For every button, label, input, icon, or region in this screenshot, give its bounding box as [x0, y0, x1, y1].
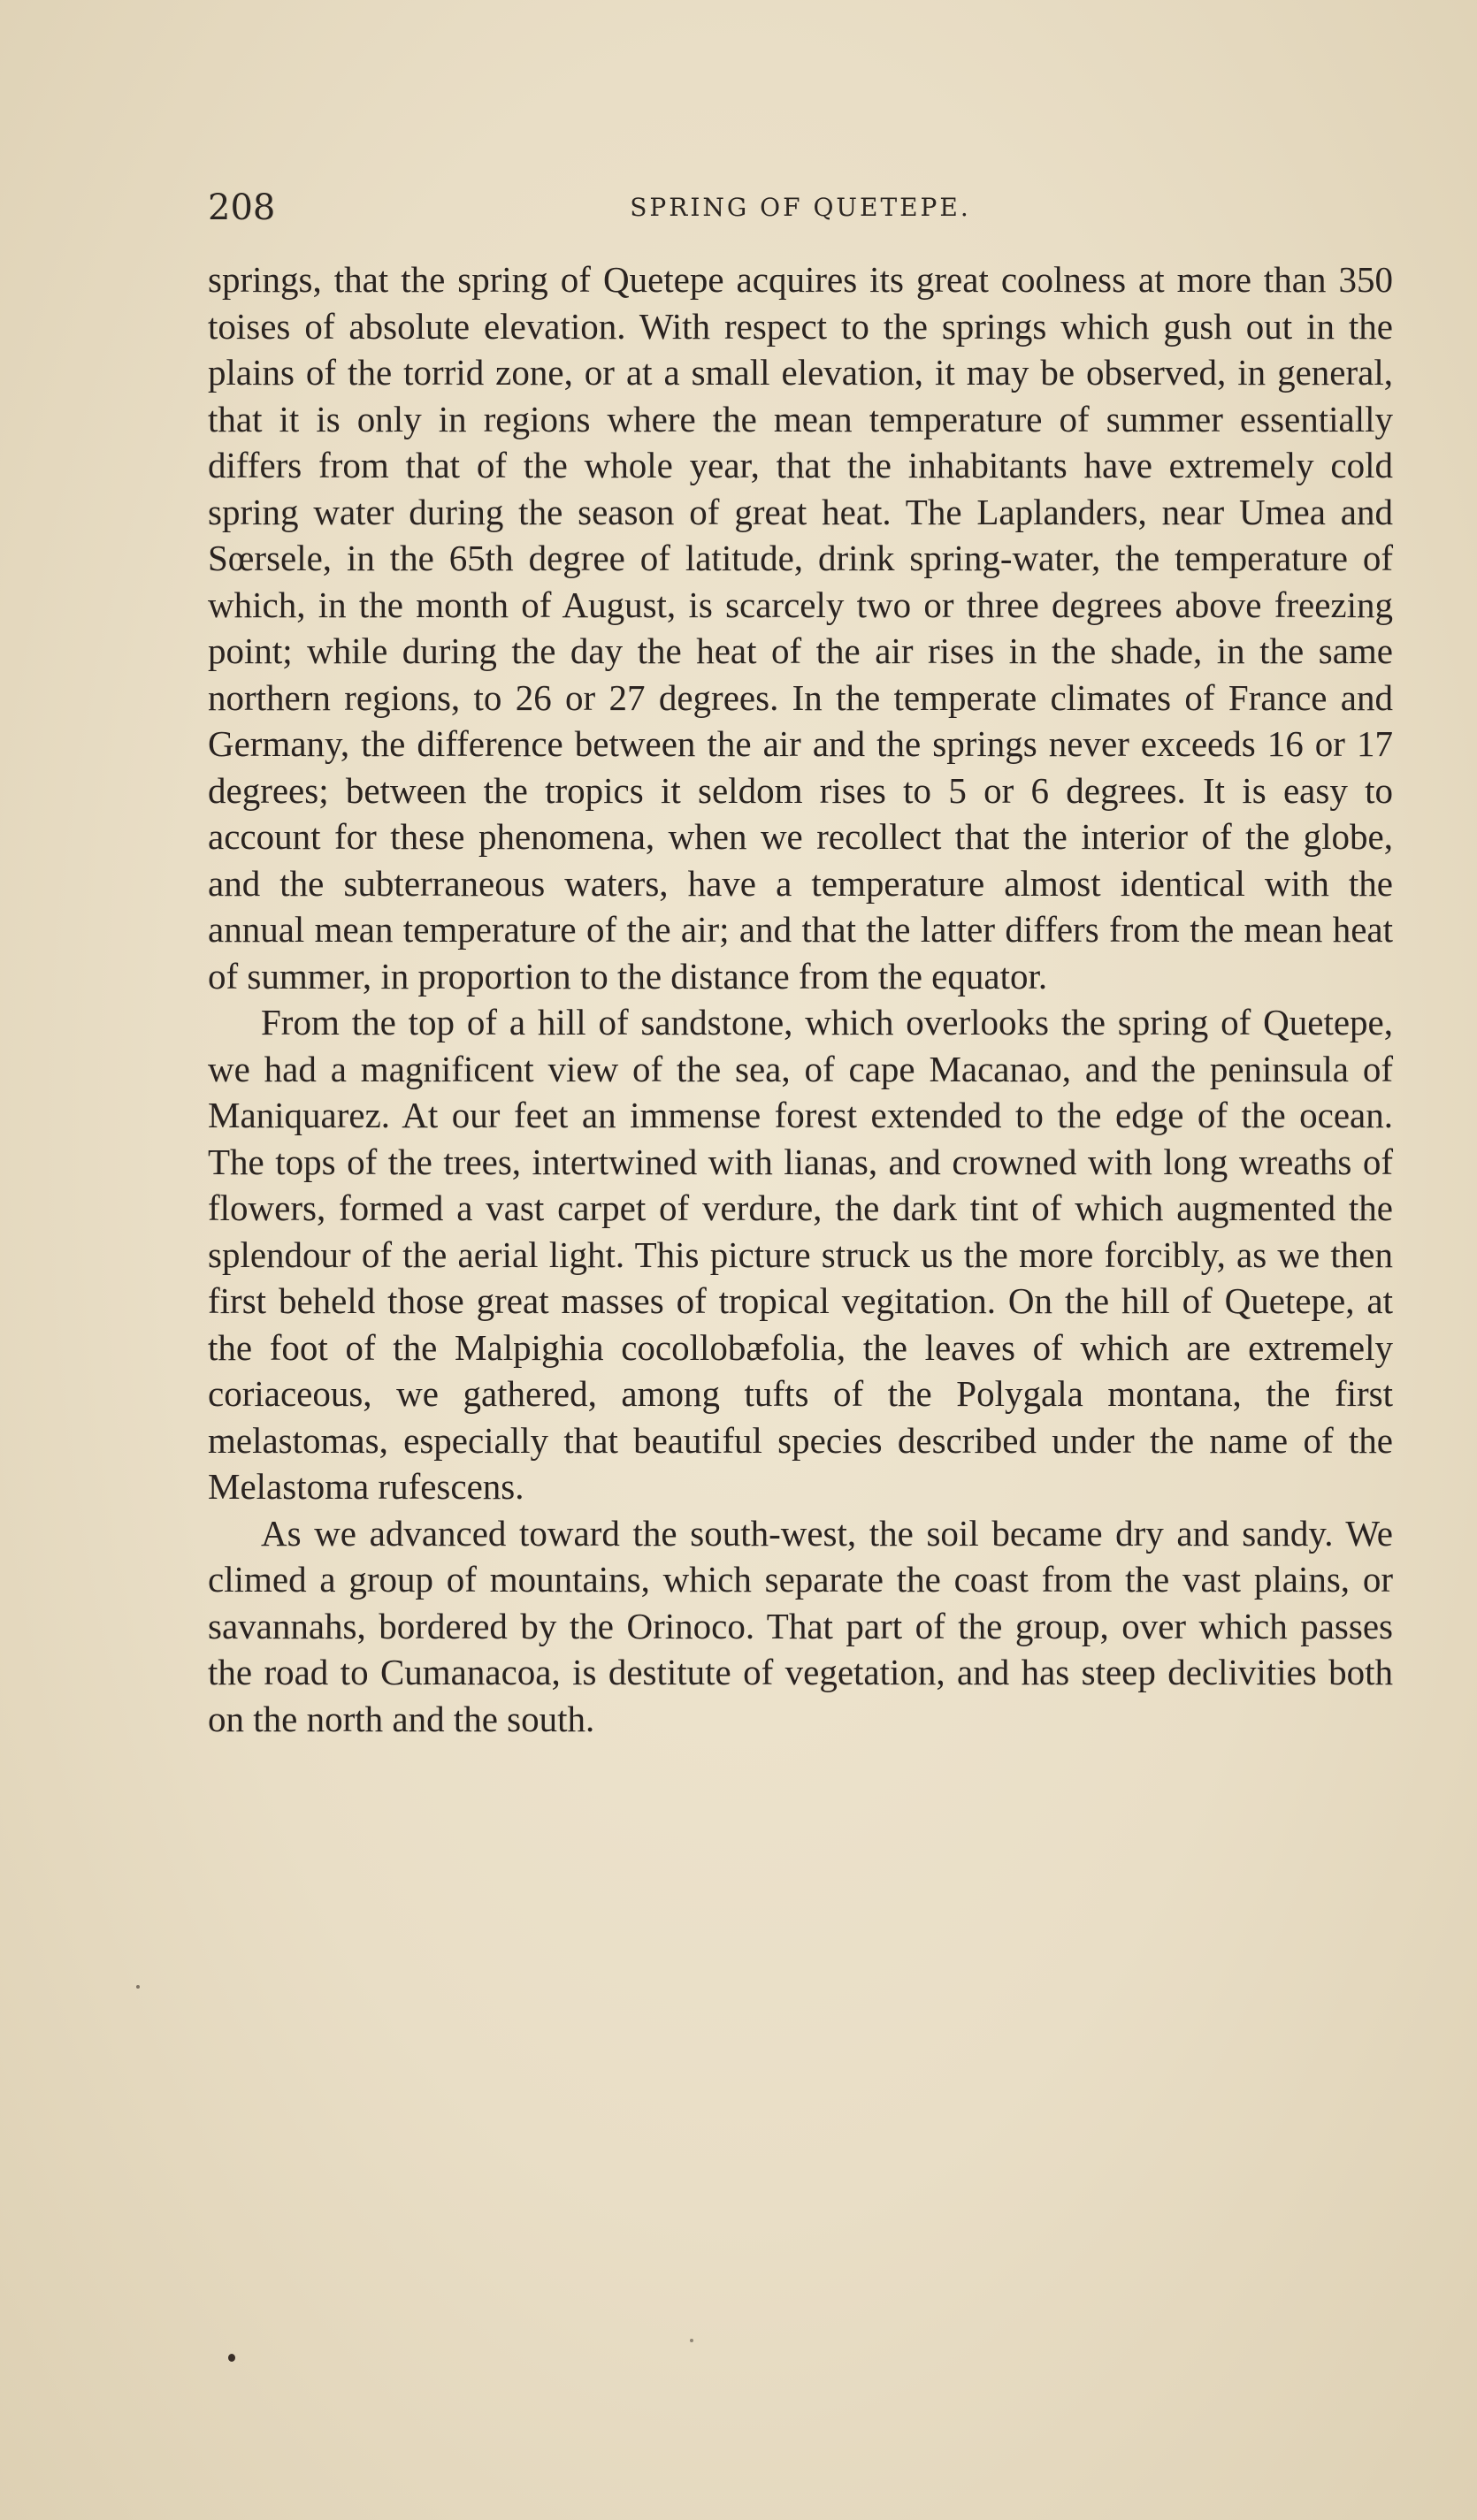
- paragraph-south-west: As we advanced toward the south-west, the soil became dry and sandy. We climed a group of mountains, which separate the coast from the vast plains, or savannahs, bordered by the Orinoco. That part of the group, over which passes the road to Cumanacoa, is destitute of vegetation, and has steep declivities both on the north and the south.: [208, 1512, 1393, 1739]
- body-text: [208, 256, 1393, 1742]
- ink-speck: [136, 1985, 140, 1989]
- running-head: SPRING OF QUETEPE.: [630, 193, 971, 222]
- ink-speck: [690, 2339, 693, 2342]
- page-number: 208: [208, 187, 276, 228]
- paragraph-hill-view: From the top of a hill of sandstone, which overlooks the spring of Quetepe, we had a magnificent view of the sea, of cape Macanao, and the peninsula of Maniquarez. At our feet an immense forest extended to the edge of the ocean. The tops of the trees, intertwined with lianas, and crowned with long wreaths of flowers, formed a vast carpet of verdure, the dark tint of which augmented the splendour of the aerial light. This picture struck us the more forcibly, as we then first beheld those great masses of tropical vegitation. On the hill of Quetepe, at the foot of the Malpighia cocollobæfolia, the leaves of which are extremely coriaceous, we gathered, among tufts of the Polygala montana, the first melastomas, especially that beautiful species described under the name of the Melastoma rufescens.: [208, 1002, 1393, 1507]
- ink-speck: [228, 2354, 235, 2362]
- paragraph-continued: springs, that the spring of Quetepe acquires its great coolness at more than 350 toises of absolute elevation. With respect to the springs which gush out in the plains of the torrid zone, or at a small elevation, it may be observed, in general, that it is only in regions where the mean temperature of summer essentially differs from that of the whole year, that the inhabitants have extremely cold spring water during the season of great heat. The Laplanders, near Umea and Sœrsele, in the 65th degree of latitude, drink spring-water, the temperature of which, in the month of August, is scarcely two or three degrees above freezing point; while during the day the heat of the air rises in the shade, in the same northern regions, to 26 or 27 degrees. In the temperate climates of France and Germany, the difference between the air and the springs never exceeds 16 or 17 degrees; between the tropics it seldom rises to 5 or 6 degrees. It is easy to account for these phenomena, when we recollect that the interior of the globe, and the subterraneous waters, have a temperature almost identical with the annual mean temperature of the air; and that the latter differs from the mean heat of summer, in proportion to the distance from the equator.: [208, 259, 1393, 997]
- page-header: [208, 181, 1393, 234]
